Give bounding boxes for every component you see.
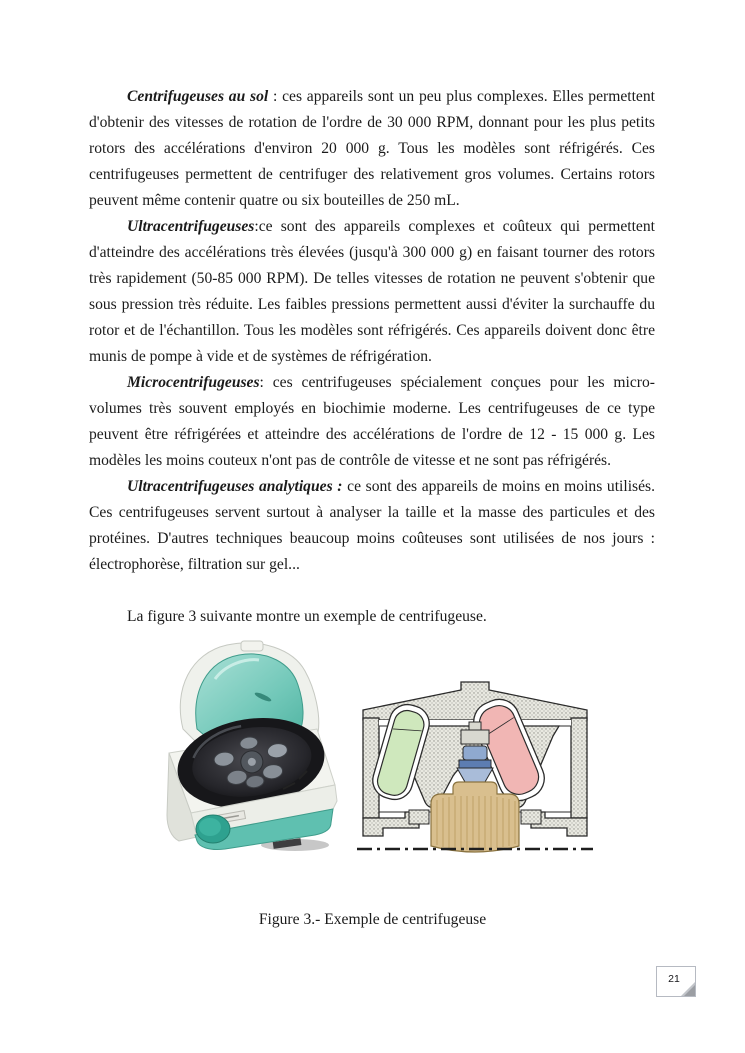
page-number: 21	[668, 973, 680, 985]
paragraph-body: :ce sont des appareils complexes et coûteux qui permettent d'atteindre des accélérations très élevées (jusqu'à 300 000 g) en faisant tourner des rotors très rapidement (50-85 000 RPM). De telles vitesses de rotation ne peuvent s'obtenir que sous pression très réduite. Les faibles pressions permettent aussi d'éviter la surchauffe du rotor et de l'échantillon. Tous les modèles sont réfrigérés. Ces appareils doivent donc être munis de pompe à vide et de systèmes de réfrigération.	[89, 218, 655, 365]
figure-intro: La figure 3 suivante montre un exemple de centrifugeuse.	[127, 608, 487, 625]
paragraph-lead: Ultracentrifugeuses analytiques :	[127, 478, 343, 495]
paragraph	[89, 84, 655, 214]
page-number-box	[656, 966, 696, 997]
paragraph-lead: Ultracentrifugeuses	[127, 218, 255, 235]
paragraph	[89, 474, 655, 578]
paragraph-lead: Centrifugeuses au sol	[127, 88, 269, 105]
body-text	[89, 84, 655, 630]
centrifuge-diagram-image	[357, 660, 593, 853]
paragraph	[89, 370, 655, 474]
paragraph	[89, 214, 655, 370]
paragraph-lead: Microcentrifugeuses	[127, 374, 260, 391]
paragraph-body: : ces centrifugeuses spécialement conçues pour les micro-volumes très souvent employés en biochimie moderne. Les centrifugeuses de ce type peuvent être réfrigérées et atteindre des accélérations de l'ordre de 12 - 15 000 g. Les modèles les moins couteux n'ont pas de contrôle de vitesse et ne sont pas réfrigérés.	[89, 374, 655, 469]
page-curl-icon	[681, 982, 695, 996]
paragraph-body: ce sont des appareils de moins en moins utilisés. Ces centrifugeuses servent surtout à analyser la taille et la masse des particules et des protéines. D'autres techniques beaucoup moins coûteuses sont utilisées de nos jours : électrophorèse, filtration sur gel...	[89, 478, 655, 573]
centrifuge-photo-image	[155, 637, 345, 853]
figure-caption: Figure 3.- Exemple de centrifugeuse	[258, 911, 487, 928]
paragraph-body: : ces appareils sont un peu plus complexes. Elles permettent d'obtenir des vitesses de rotation de l'ordre de 30 000 RPM, donnant pour les plus petits rotors des accélérations d'environ 20 000 g. Tous les modèles sont réfrigérés. Ces centrifugeuses permettent de centrifuger des relativement gros volumes. Certains rotors peuvent même contenir quatre ou six bouteilles de 250 mL.	[89, 88, 655, 209]
